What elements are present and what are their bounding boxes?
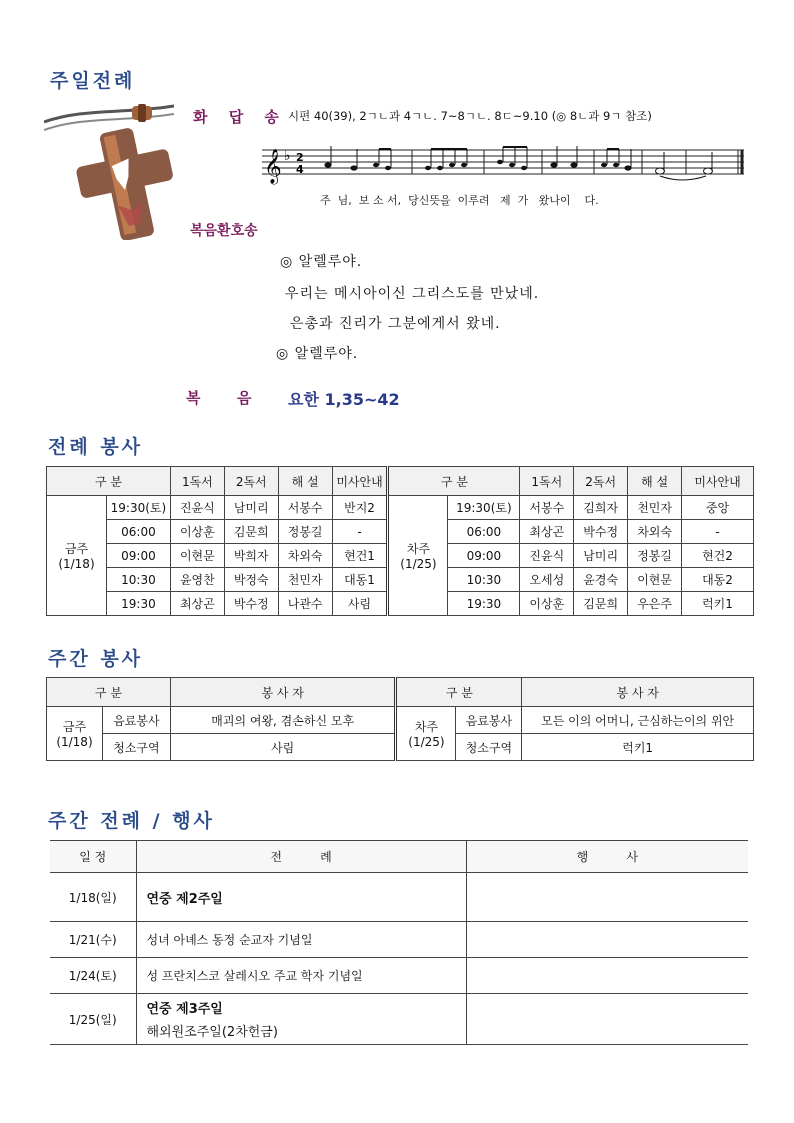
table-cell: 이상훈 bbox=[170, 520, 224, 544]
table-cell: 박희자 bbox=[224, 544, 278, 568]
header-reading2: 2독서 bbox=[574, 467, 628, 496]
time-cell: 19:30(토) bbox=[106, 496, 170, 520]
table-cell: 매괴의 여왕, 겸손하신 모후 bbox=[170, 707, 396, 734]
gospel-label: 복 음 bbox=[186, 389, 252, 407]
table-cell: 사림 bbox=[332, 592, 388, 616]
table-cell: 럭키1 bbox=[522, 734, 754, 761]
svg-text:4: 4 bbox=[296, 163, 304, 176]
acclamation-line: 우리는 메시아이신 그리스도를 만났네. bbox=[285, 286, 540, 302]
table-cell: 오세성 bbox=[520, 568, 574, 592]
header-volunteer: 봉 사 자 bbox=[522, 678, 754, 707]
time-cell: 19:30 bbox=[106, 592, 170, 616]
table-cell: 우은주 bbox=[628, 592, 682, 616]
time-cell: 09:00 bbox=[106, 544, 170, 568]
table-cell: 정봉길 bbox=[628, 544, 682, 568]
header-category: 구 분 bbox=[396, 678, 522, 707]
time-cell: 09:00 bbox=[448, 544, 520, 568]
table-cell: 음료봉사 bbox=[102, 707, 170, 734]
table-cell: 모든 이의 어머니, 근심하는이의 위안 bbox=[522, 707, 754, 734]
this-week-cell: 금주 (1/18) bbox=[47, 496, 107, 616]
psalm-label: 화 답 송 bbox=[193, 108, 287, 126]
table-row bbox=[50, 922, 748, 958]
weekly-service-table bbox=[46, 677, 754, 761]
flat-icon: ♭ bbox=[284, 148, 291, 164]
table-cell: 윤영찬 bbox=[170, 568, 224, 592]
table-cell: 이현문 bbox=[628, 568, 682, 592]
table-row bbox=[47, 707, 754, 734]
date-cell: 1/24(토) bbox=[50, 958, 136, 994]
date-cell: 1/21(수) bbox=[50, 922, 136, 958]
sunday-liturgy-title: 주일전례 bbox=[50, 70, 136, 92]
liturgy-cell: 연중 제3주일 해외원조주일(2차헌금) bbox=[136, 994, 466, 1045]
time-cell: 10:30 bbox=[106, 568, 170, 592]
next-week-cell: 차주 (1/25) bbox=[396, 707, 456, 761]
table-cell: 남미리 bbox=[574, 544, 628, 568]
date-cell: 1/25(일) bbox=[50, 994, 136, 1045]
table-cell: 천민자 bbox=[278, 568, 332, 592]
psalm-reference: 시편 40(39), 2ㄱㄴ과 4ㄱㄴ. 7~8ㄱㄴ. 8ㄷ~9.10 (◎ 8ㄴ과 9ㄱ 참조) bbox=[288, 109, 652, 123]
table-cell: 대동1 bbox=[332, 568, 388, 592]
table-cell: 박수정 bbox=[224, 592, 278, 616]
event-cell bbox=[466, 958, 748, 994]
table-cell: 청소구역 bbox=[102, 734, 170, 761]
table-cell: 서봉수 bbox=[520, 496, 574, 520]
table-cell: 이상훈 bbox=[520, 592, 574, 616]
table-cell: 최상곤 bbox=[520, 520, 574, 544]
acclamation-line: ◎ 알렐루야. bbox=[280, 254, 363, 270]
acclamation-line: 은총과 진리가 그분에게서 왔네. bbox=[290, 316, 501, 332]
table-cell: 김문희 bbox=[224, 520, 278, 544]
header-event: 행 사 bbox=[466, 841, 748, 873]
event-cell bbox=[466, 922, 748, 958]
time-cell: 10:30 bbox=[448, 568, 520, 592]
table-cell: 음료봉사 bbox=[456, 707, 522, 734]
gospel-reference: 요한 1,35~42 bbox=[288, 390, 400, 409]
event-cell bbox=[466, 873, 748, 922]
header-commentary: 해 설 bbox=[278, 467, 332, 496]
header-category: 구 분 bbox=[388, 467, 520, 496]
header-commentary: 해 설 bbox=[628, 467, 682, 496]
header-volunteer: 봉 사 자 bbox=[170, 678, 396, 707]
liturgy-service-table bbox=[46, 466, 754, 616]
header-usher: 미사안내 bbox=[682, 467, 754, 496]
table-cell: 차외숙 bbox=[628, 520, 682, 544]
header-date: 일 정 bbox=[50, 841, 136, 873]
table-cell: 김문희 bbox=[574, 592, 628, 616]
table-cell: - bbox=[332, 520, 388, 544]
svg-text:2: 2 bbox=[296, 151, 304, 164]
music-staff bbox=[262, 144, 752, 192]
table-cell: 최상곤 bbox=[170, 592, 224, 616]
liturgy-service-title: 전례 봉사 bbox=[48, 436, 144, 458]
header-reading1: 1독서 bbox=[520, 467, 574, 496]
header-reading2: 2독서 bbox=[224, 467, 278, 496]
time-cell: 06:00 bbox=[106, 520, 170, 544]
table-cell: 정봉길 bbox=[278, 520, 332, 544]
acclamation-line: ◎ 알렐루야. bbox=[276, 346, 359, 362]
table-cell: 윤경숙 bbox=[574, 568, 628, 592]
gospel-acclamation-label: 복음환호송 bbox=[190, 223, 258, 239]
this-week-cell: 금주 (1/18) bbox=[47, 707, 103, 761]
liturgy-cell: 성 프란치스코 살레시오 주교 학자 기념일 bbox=[136, 958, 466, 994]
table-cell: 서봉수 bbox=[278, 496, 332, 520]
next-week-cell: 차주 (1/25) bbox=[388, 496, 448, 616]
table-cell: - bbox=[682, 520, 754, 544]
table-row bbox=[50, 873, 748, 922]
table-row bbox=[47, 496, 754, 520]
table-cell: 진윤식 bbox=[520, 544, 574, 568]
table-cell: 현건2 bbox=[682, 544, 754, 568]
table-cell: 이현문 bbox=[170, 544, 224, 568]
time-cell: 19:30 bbox=[448, 592, 520, 616]
table-cell: 김희자 bbox=[574, 496, 628, 520]
weekly-events-table bbox=[50, 840, 748, 1045]
time-cell: 06:00 bbox=[448, 520, 520, 544]
table-cell: 나관수 bbox=[278, 592, 332, 616]
table-cell: 차외숙 bbox=[278, 544, 332, 568]
table-cell: 사림 bbox=[170, 734, 396, 761]
header-liturgy: 전 례 bbox=[136, 841, 466, 873]
treble-clef-icon: 𝄞 bbox=[264, 149, 282, 184]
table-row bbox=[50, 958, 748, 994]
table-cell: 청소구역 bbox=[456, 734, 522, 761]
table-cell: 현건1 bbox=[332, 544, 388, 568]
cross-pendant-image bbox=[44, 100, 174, 240]
table-cell: 럭키1 bbox=[682, 592, 754, 616]
liturgy-cell: 연중 제2주일 bbox=[136, 873, 466, 922]
table-cell: 반지2 bbox=[332, 496, 388, 520]
table-row bbox=[50, 994, 748, 1045]
table-cell: 박수정 bbox=[574, 520, 628, 544]
weekly-events-title: 주간 전례 / 행사 bbox=[48, 810, 215, 832]
table-cell: 남미리 bbox=[224, 496, 278, 520]
header-usher: 미사안내 bbox=[332, 467, 388, 496]
date-cell: 1/18(일) bbox=[50, 873, 136, 922]
table-cell: 대동2 bbox=[682, 568, 754, 592]
header-reading1: 1독서 bbox=[170, 467, 224, 496]
psalm-lyrics: 주 님, 보 소 서, 당신뜻을 이루려 제 가 왔나이 다. bbox=[320, 194, 599, 207]
weekly-service-title: 주간 봉사 bbox=[48, 648, 144, 670]
time-cell: 19:30(토) bbox=[448, 496, 520, 520]
table-cell: 천민자 bbox=[628, 496, 682, 520]
table-cell: 진윤식 bbox=[170, 496, 224, 520]
table-cell: 박정숙 bbox=[224, 568, 278, 592]
liturgy-cell: 성녀 아녜스 동정 순교자 기념일 bbox=[136, 922, 466, 958]
event-cell bbox=[466, 994, 748, 1045]
header-category: 구 분 bbox=[47, 467, 171, 496]
header-category: 구 분 bbox=[47, 678, 171, 707]
table-cell: 중앙 bbox=[682, 496, 754, 520]
